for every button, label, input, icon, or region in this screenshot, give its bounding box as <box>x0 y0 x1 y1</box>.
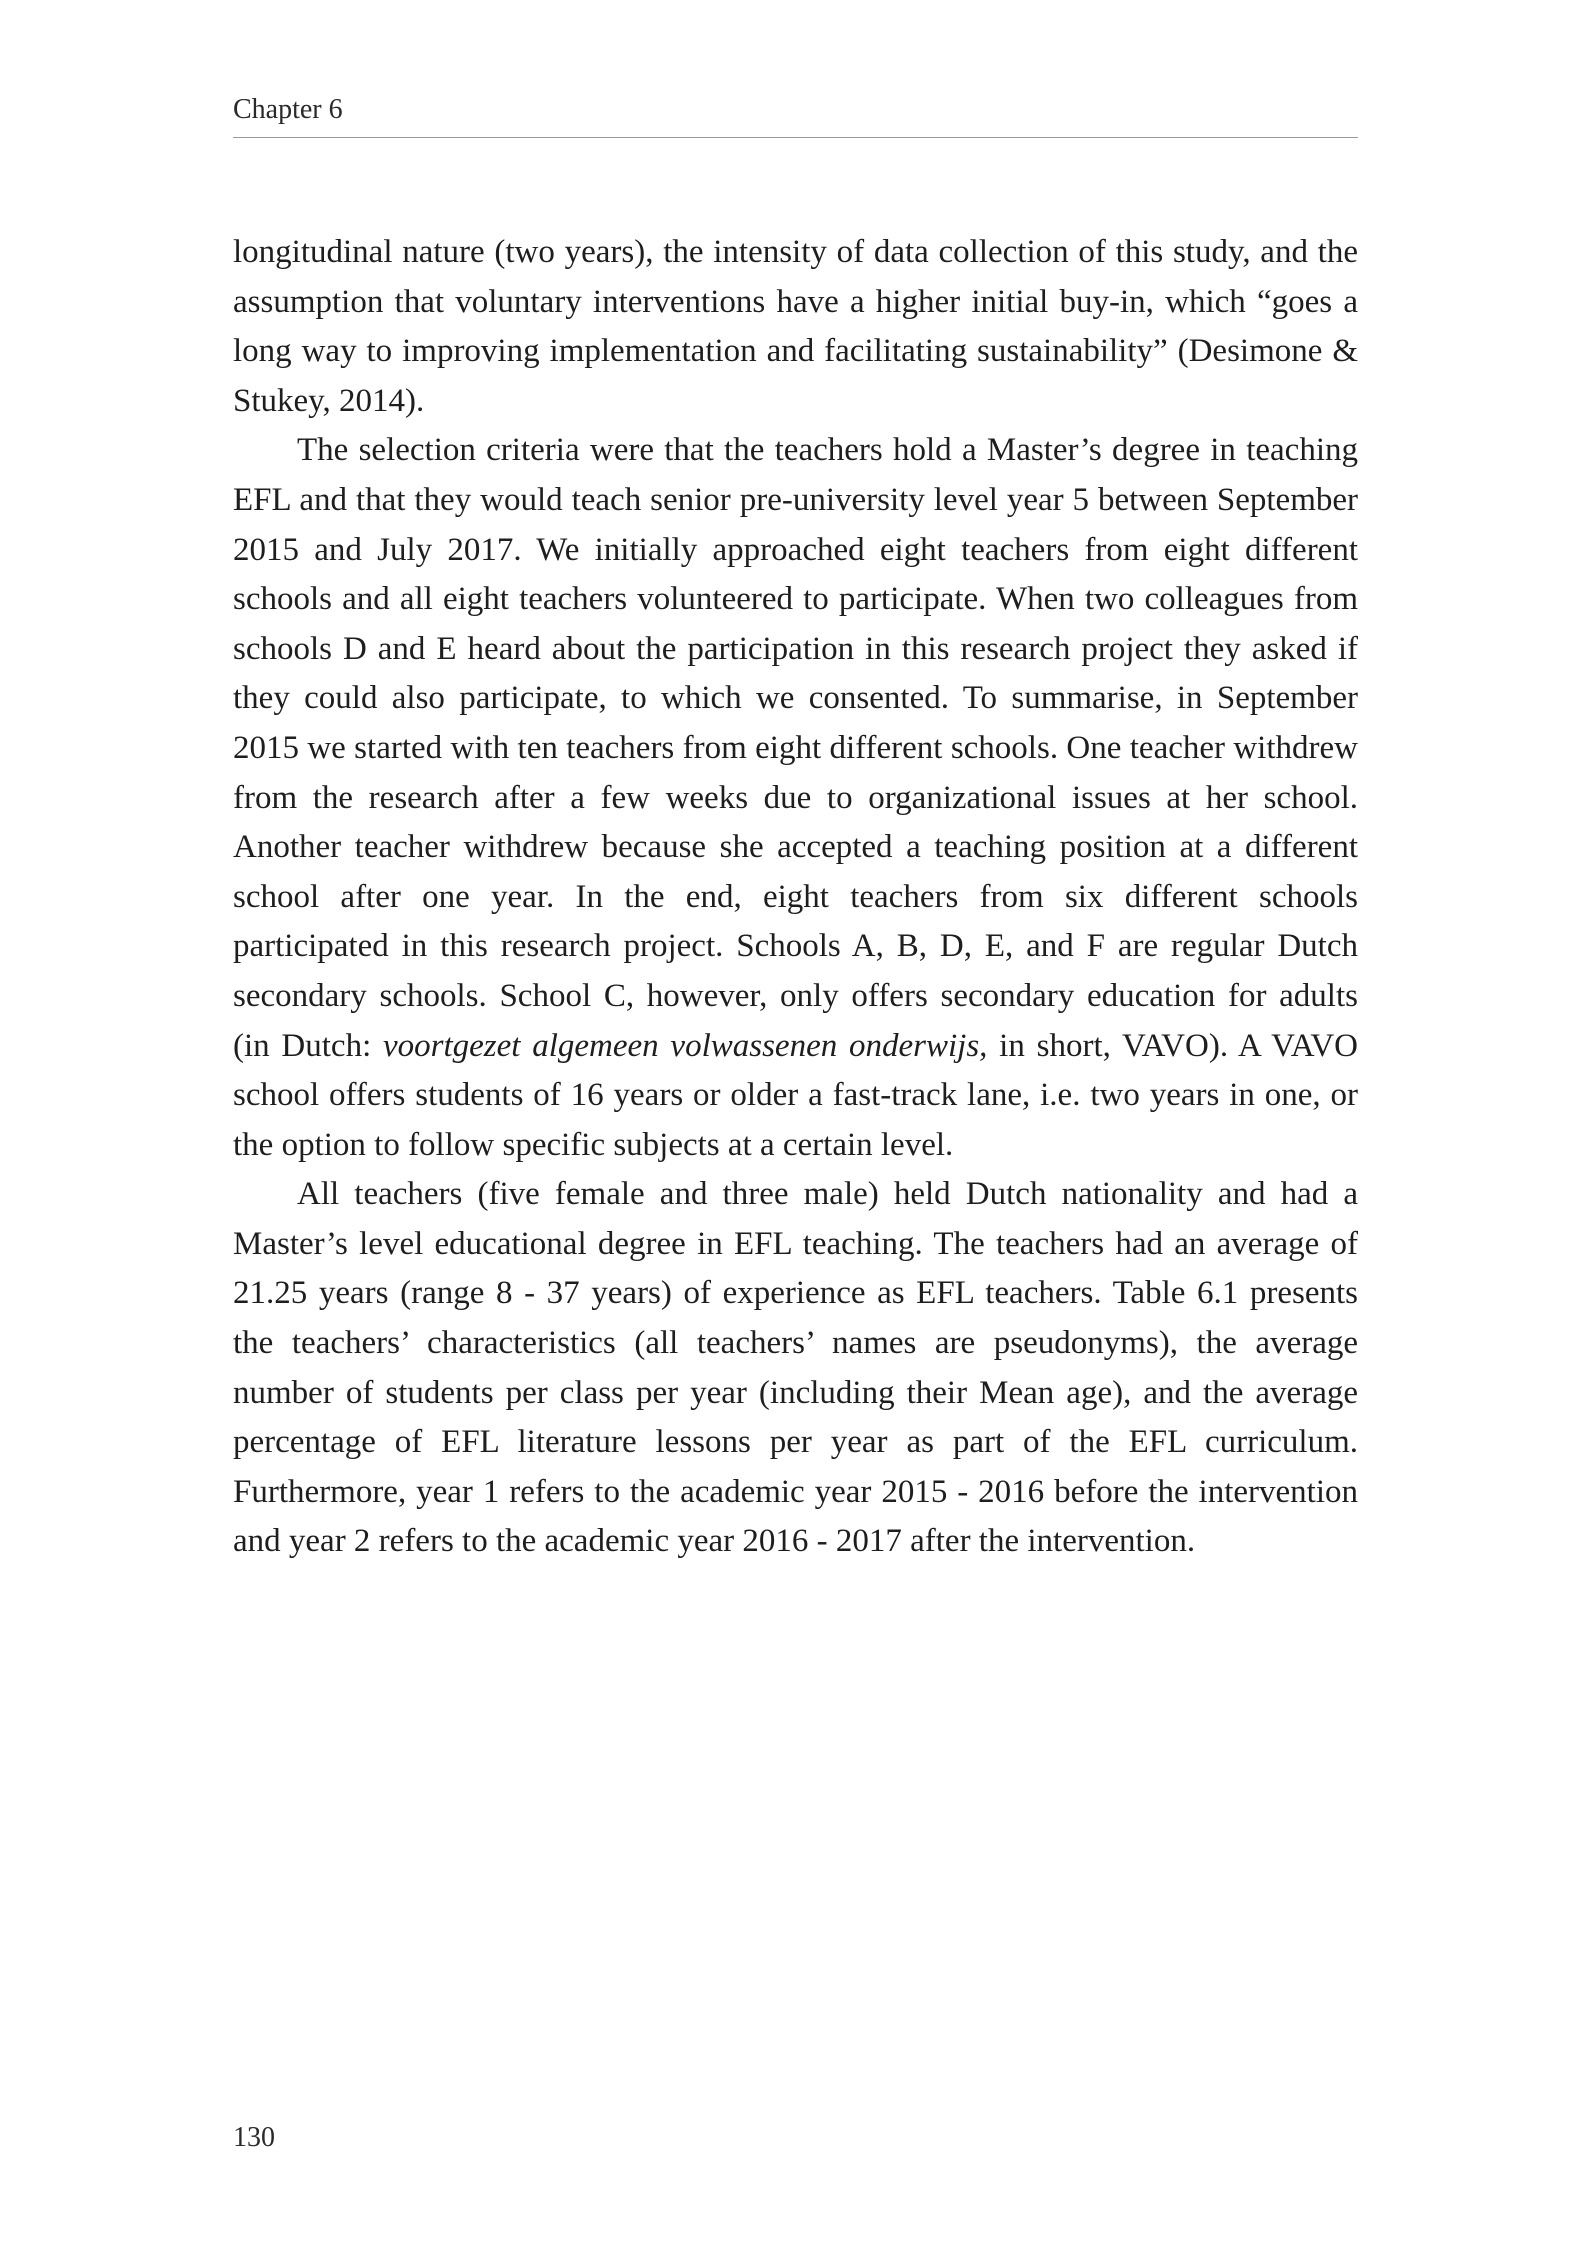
paragraph-selection-criteria <box>233 426 1358 1170</box>
running-header <box>233 90 1358 138</box>
paragraph-2-text: The selection criteria were that the teachers hold a Master’s degree in teaching EFL and that they would teach senior pre-university level year 5 between September 2015 and July 2017. We initially approached eight teachers from eight different schools and all eight teachers volunteered to participate. When two colleagues from schools D and E heard about the participation in this research project they asked if they could also participate, to which we consented. To summarise, in September 2015 we started with ten teachers from eight different schools. One teacher withdrew from the research after a few weeks due to organizational issues at her school. Another teacher withdrew because she accepted a teaching position at a different school after one year. In the end, eight teachers from six different schools participated in this research project. Schools A, B, D, E, and F are regular Dutch secondary schools. School C, however, only offers secondary education for adults (in Dutch: <box>233 432 1358 1064</box>
paragraph-continuation <box>233 228 1358 426</box>
paragraph-3-text: All teachers (five female and three male) held Dutch nationality and had a Master’s level educational degree in EFL teaching. The teachers had an average of 21.25 years (range 8 - 37 years) of experience as EFL teachers. Table 6.1 presents the teachers’ characteristics (all teachers’ names are pseudonyms), the average number of students per class per year (including their Mean age), and the average percentage of EFL literature lessons per year as part of the EFL curriculum. Furthermore, year 1 refers to the academic year 2015 - 2016 before the intervention and year 2 refers to the academic year 2016 - 2017 after the intervention. <box>233 1176 1358 1560</box>
paragraph-teacher-characteristics <box>233 1170 1358 1567</box>
paragraph-2-italic-term: voortgezet algemeen volwassenen onderwijs, <box>383 1027 988 1064</box>
paragraph-2-text-after: in short, VAVO). A VAVO school offers students of 16 years or older a fast-track lane, i.e. two years in one, or the option to follow specific subjects at a certain level. <box>233 1027 1359 1163</box>
chapter-title: Chapter 6 <box>233 94 343 125</box>
body-text <box>233 228 1358 1567</box>
page-number: 130 <box>233 2122 275 2153</box>
paragraph-1-text: longitudinal nature (two years), the intensity of data collection of this study, and the assumption that voluntary interventions have a higher initial buy-in, which “goes a long way to improving implementation and facilitating sustainability” (Desimone & Stukey, 2014). <box>233 234 1358 419</box>
